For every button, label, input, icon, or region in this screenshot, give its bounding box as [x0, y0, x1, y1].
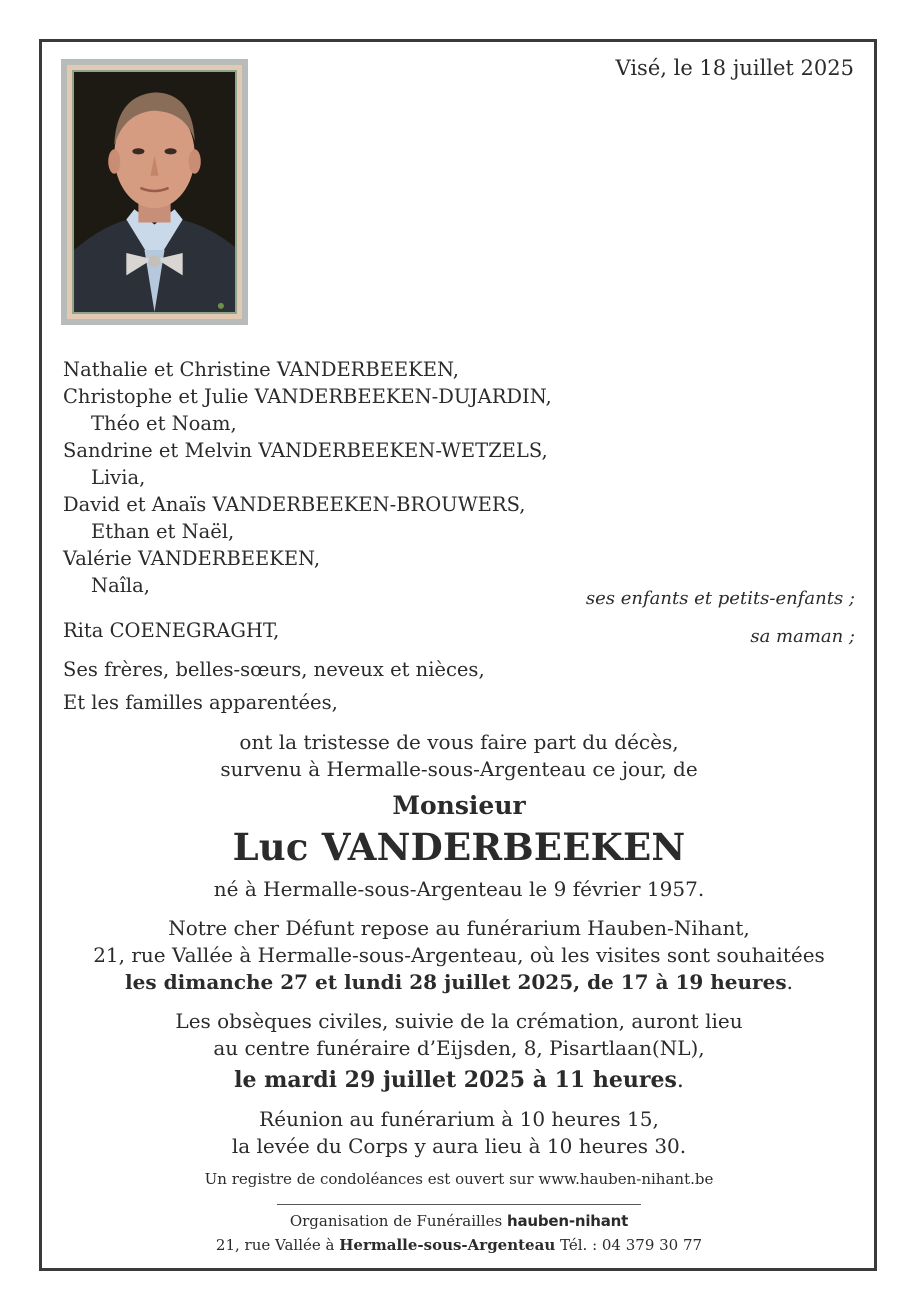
family-line: Livia,	[91, 466, 146, 489]
organisation-prefix: Organisation de Funérailles	[289, 1212, 503, 1230]
mother-caption: sa maman ;	[750, 626, 855, 647]
siblings-line: Ses frères, belles-sœurs, neveux et nièces,	[63, 658, 485, 681]
family-line: Théo et Noam,	[91, 412, 237, 435]
family-list	[63, 356, 552, 599]
relatives-line: Et les familles apparentées,	[63, 691, 338, 714]
deceased-title: Monsieur	[392, 791, 526, 820]
visits-dates-bold: les dimanche 27 et lundi 28 juillet 2025, de 17 à 19 heures	[125, 970, 787, 994]
funeral-times	[40, 1106, 878, 1160]
portrait-frame	[61, 59, 248, 325]
family-line: Naîla,	[91, 574, 150, 597]
funeral-block	[40, 1008, 878, 1062]
family-line: Valérie VANDERBEEKEN,	[63, 547, 321, 570]
condolence-registry: Un registre de condoléances est ouvert sur www.hauben-nihant.be	[204, 1170, 714, 1188]
address-line: 21, rue Vallée à Hermalle-sous-Argenteau Tél. : 04 379 30 77	[215, 1236, 703, 1254]
company-logo: hauben-nihant	[506, 1212, 629, 1230]
announcement-line: ont la tristesse de vous faire part du décès,	[239, 730, 679, 754]
funeral-date-bold: le mardi 29 juillet 2025 à 11 heures	[234, 1067, 677, 1093]
funeral-line: Les obsèques civiles, suivie de la crémation, auront lieu	[175, 1009, 743, 1033]
visits-line: Notre cher Défunt repose au funérarium Hauben-Nihant,	[168, 916, 750, 940]
organisation-line	[40, 1212, 878, 1230]
date-line: Visé, le 18 juillet 2025	[615, 56, 854, 80]
funeral-line: au centre funéraire d’Eijsden, 8, Pisartlaan(NL),	[213, 1036, 705, 1060]
funeral-line: Réunion au funérarium à 10 heures 15,	[259, 1107, 659, 1131]
funeral-date: le mardi 29 juillet 2025 à 11 heures.	[234, 1067, 684, 1093]
footer-divider	[277, 1204, 641, 1205]
mother-line: Rita COENEGRAGHT,	[63, 619, 280, 642]
family-line: David et Anaïs VANDERBEEKEN-BROUWERS,	[63, 493, 526, 516]
deceased-name: Luc VANDERBEEKEN	[232, 825, 686, 869]
children-caption: ses enfants et petits-enfants ;	[585, 588, 855, 609]
announcement-line: survenu à Hermalle-sous-Argenteau ce jour, de	[220, 757, 698, 781]
family-line: Sandrine et Melvin VANDERBEEKEN-WETZELS,	[63, 439, 548, 462]
portrait-photo	[74, 72, 235, 312]
announcement	[40, 729, 878, 783]
family-line: Nathalie et Christine VANDERBEEKEN,	[63, 358, 459, 381]
birth-line: né à Hermalle-sous-Argenteau le 9 février 1957.	[213, 877, 705, 901]
visits-block	[40, 915, 878, 996]
family-line: Ethan et Naël,	[91, 520, 235, 543]
address-town: Hermalle-sous-Argenteau	[339, 1236, 556, 1254]
visits-line: 21, rue Vallée à Hermalle-sous-Argenteau, où les visites sont souhaitées	[93, 943, 825, 967]
phone-number: Tél. : 04 379 30 77	[560, 1236, 703, 1254]
family-line: Christophe et Julie VANDERBEEKEN-DUJARDIN,	[63, 385, 552, 408]
funeral-line: la levée du Corps y aura lieu à 10 heures 30.	[231, 1134, 687, 1158]
visits-dates: les dimanche 27 et lundi 28 juillet 2025, de 17 à 19 heures.	[125, 970, 793, 994]
